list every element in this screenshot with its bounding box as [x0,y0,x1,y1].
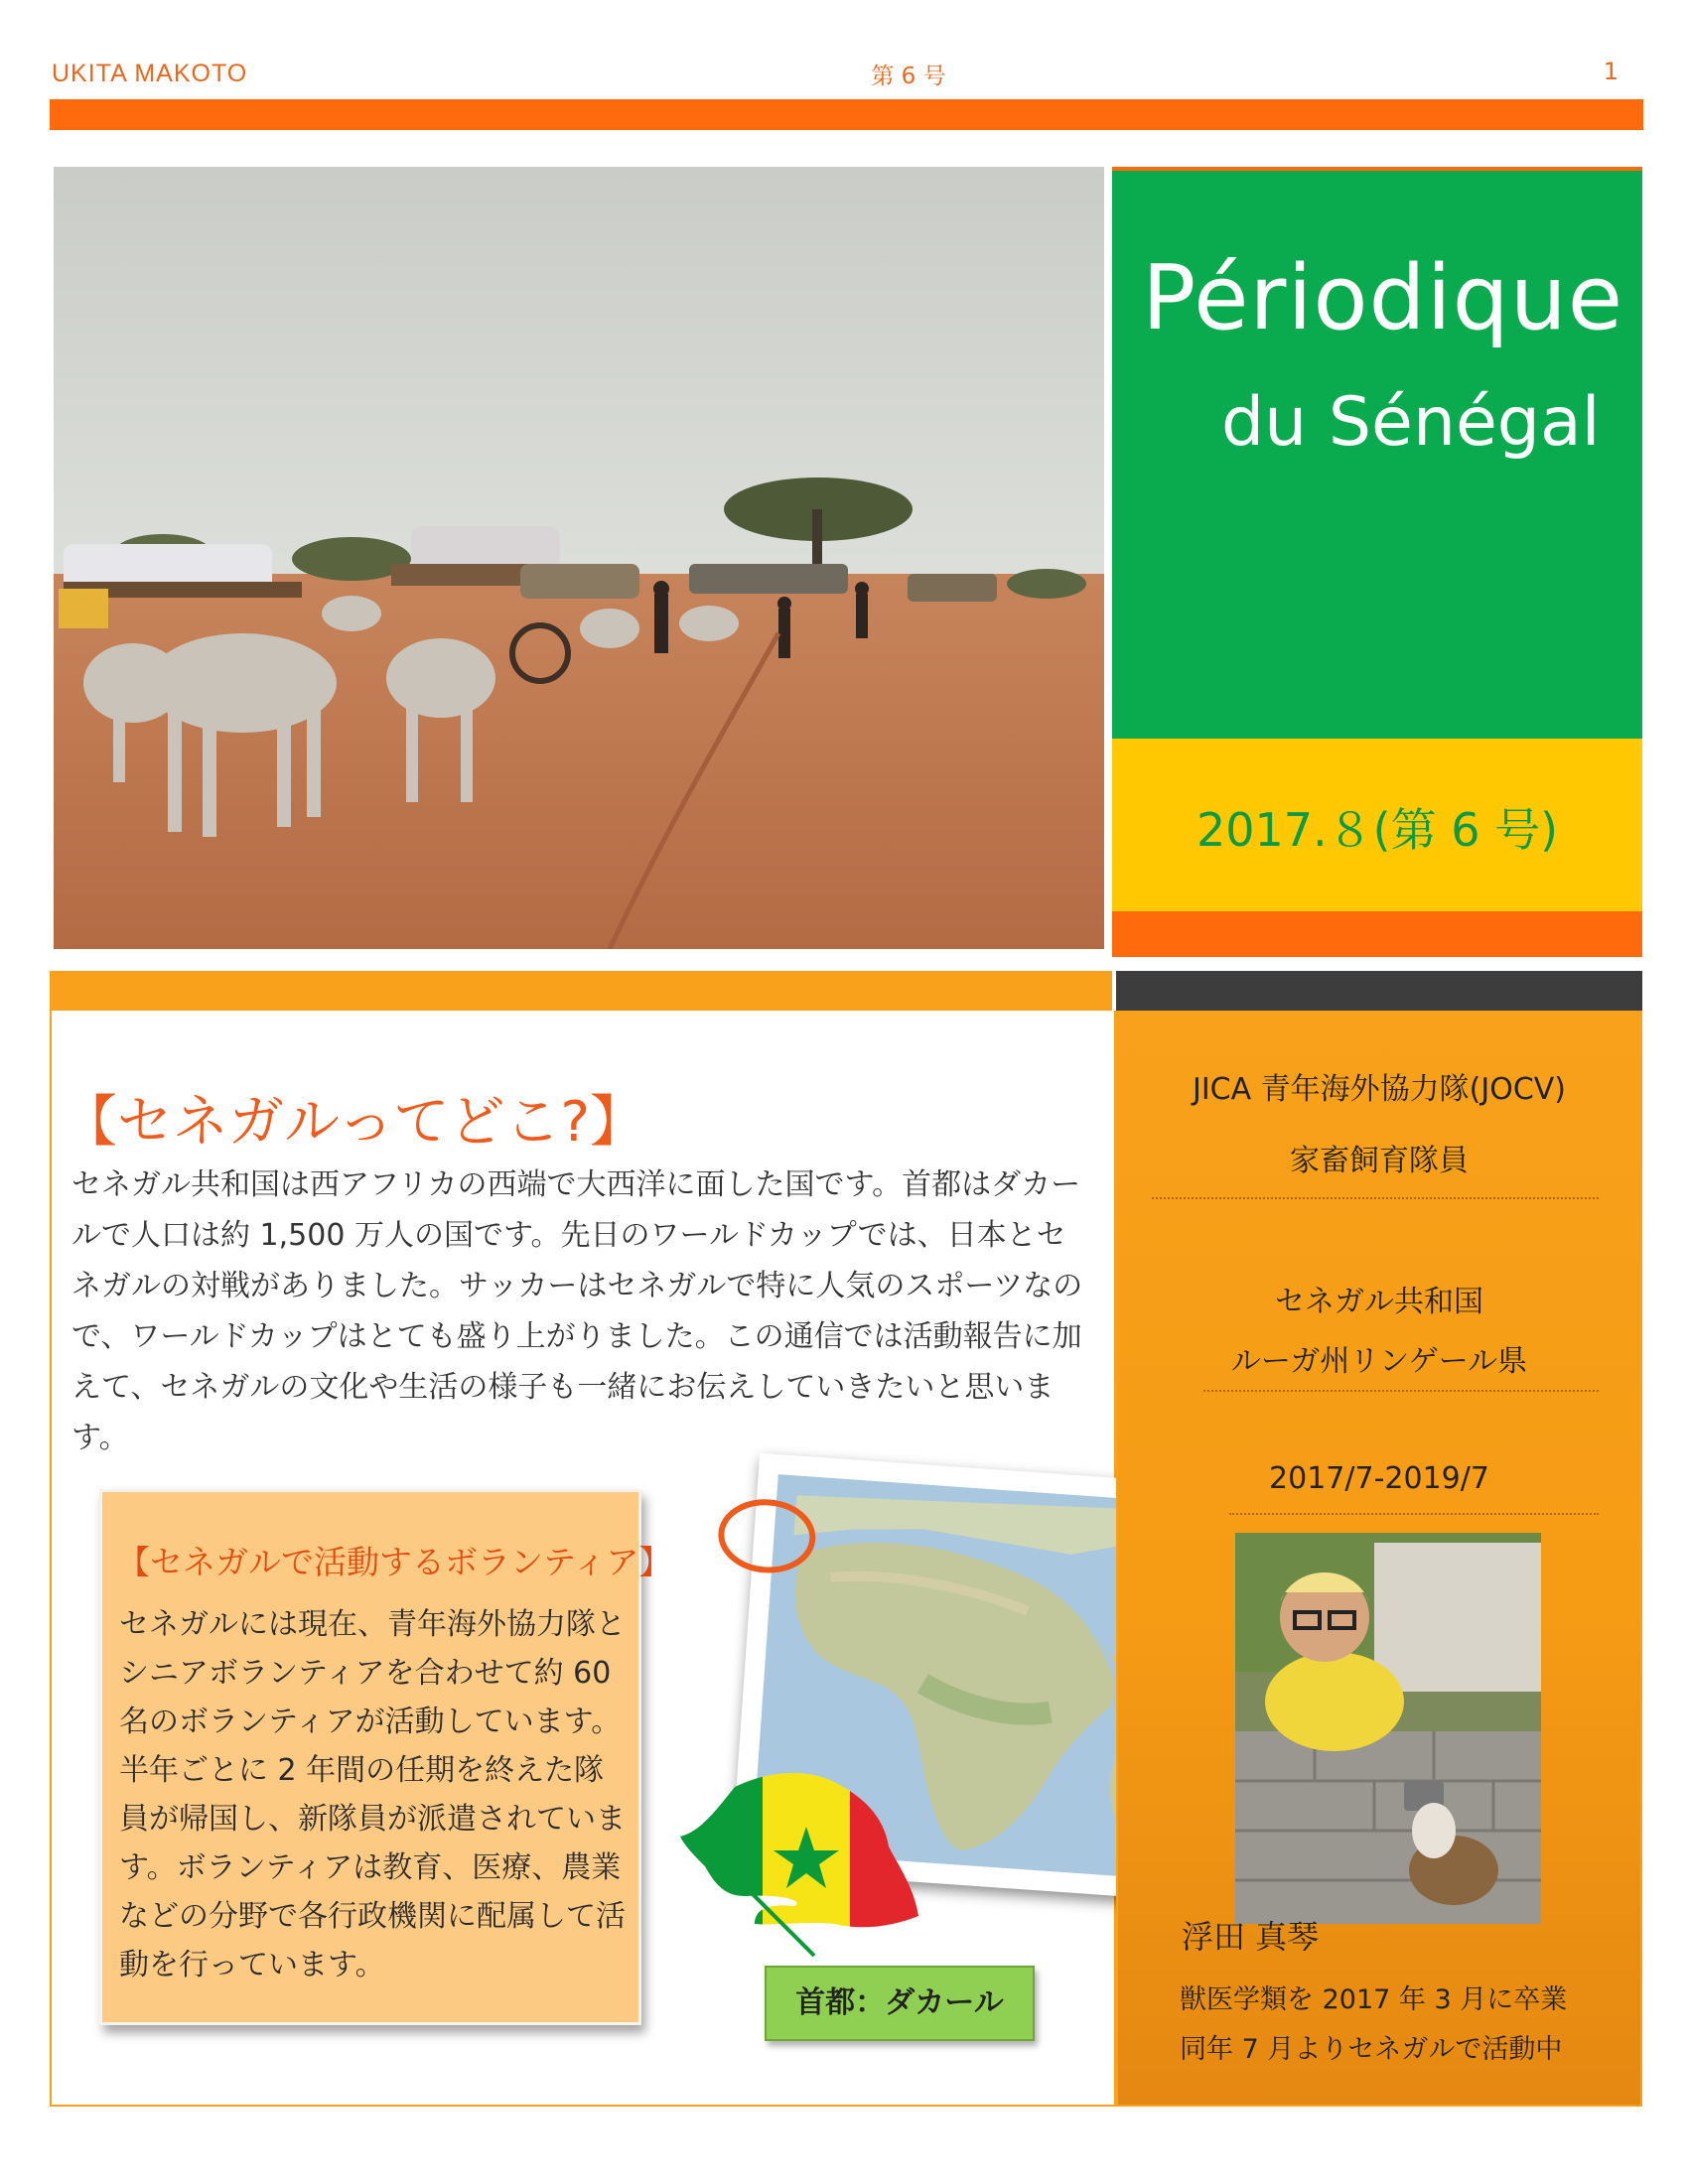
volunteer-photo [1235,1533,1541,1924]
sidebar-role: 家畜飼育隊員 [1290,1144,1469,1178]
capital-label: 首都：ダカール [765,1966,1035,2041]
newsletter-title: Périodique [1142,246,1624,350]
volunteer-body: セネガルには現在、青年海外協力隊とシニアボランティアを合わせて約 60 名のボランティアが活動しています。半年ごとに 2 年間の任期を終えた隊員が帰国し、新隊員が派遣されています。ボランティアは教育、医療、農業などの分野で各行政機関に配属して活動を行っています。 [119,1607,626,1982]
sidebar-divider [1152,1197,1599,1199]
header-issue: 第 6 号 [871,64,946,89]
sidebar-period: 2017/7-2019/7 [1269,1461,1489,1496]
sidebar-divider [1203,1390,1599,1392]
header-rule [50,99,1643,130]
sidebar-program: JICA 青年海外協力隊(JOCV) [1192,1072,1567,1107]
cover-photo [54,167,1104,949]
sidebar-top-bar [1116,971,1642,1011]
issue-date: 2017.８(第 6 号) [1196,803,1559,857]
title-accent-bar [1112,911,1642,957]
sidebar-region: ルーガ州リンゲール県 [1230,1344,1528,1379]
volunteer-bio-line-2: 同年 7 月よりセネガルで活動中 [1180,2034,1563,2065]
volunteer-bio-line-1: 獣医学類を 2017 年 3 月に卒業 [1180,1984,1568,2015]
main-top-bar [50,971,1112,1011]
header-author: UKITA MAKOTO [52,60,248,87]
sidebar-country: セネガル共和国 [1275,1285,1483,1319]
newsletter-subtitle: du Sénégal [1221,383,1601,462]
section-heading: 【セネガルってどこ?】 [62,1090,646,1155]
section-body: セネガル共和国は西アフリカの西端で大西洋に面した国です。首都はダカールで人口は約 1,500 万人の国です。先日のワールドカップでは、日本とセネガルの対戦がありました。サッカーはセネガルで特に人気のスポーツなので、ワールドカップはとても盛り上がりました。この通信では活動報告に加えて、セネガルの文化や生活の様子も一緒にお伝えしていきたいと思います。 [71,1167,1083,1455]
sidebar-divider [1229,1513,1599,1515]
page-number: 1 [1603,58,1618,85]
volunteer-heading: 【セネガルで活動するボランティア】 [117,1543,672,1581]
senegal-flag-map-icon [675,1757,933,1966]
volunteer-name: 浮田 真琴 [1182,1918,1320,1956]
highlight-circle-icon [709,1488,824,1584]
